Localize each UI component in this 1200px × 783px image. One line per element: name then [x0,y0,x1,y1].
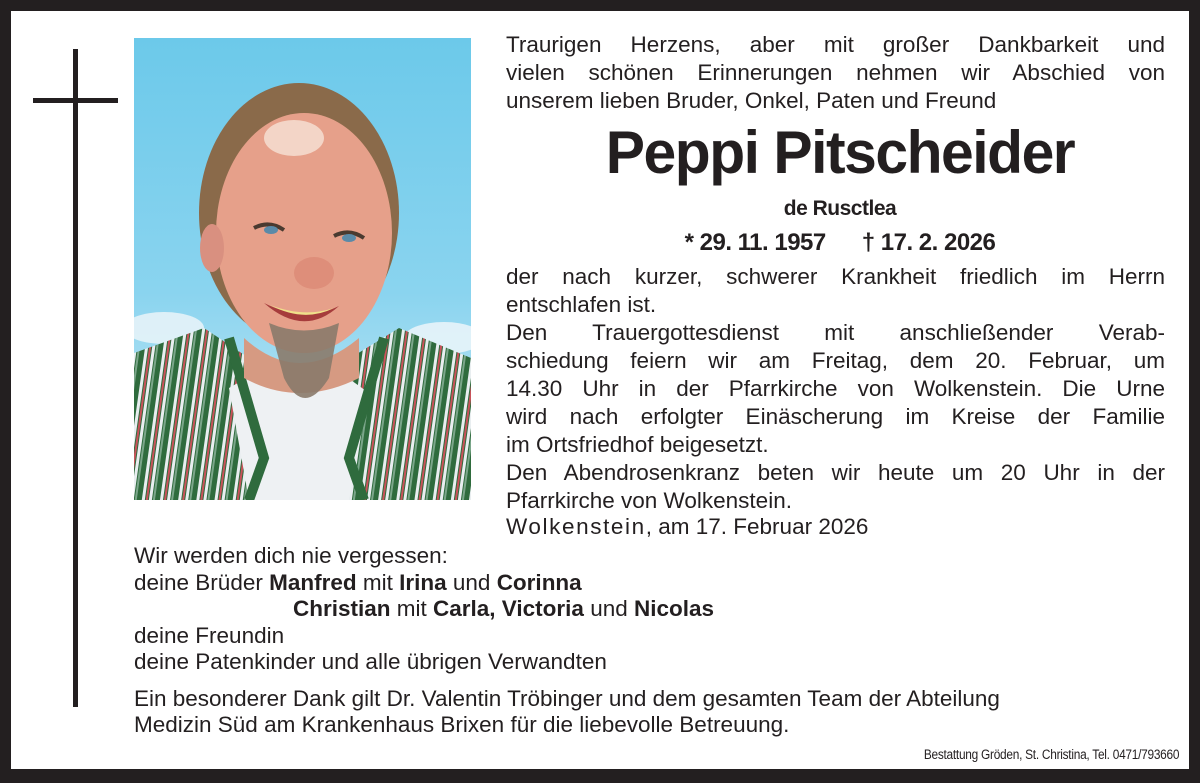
cross-icon-horizontal [33,98,118,103]
child-name: Nicolas [633,596,715,621]
house-name: de Rusctlea [783,197,897,220]
brothers-line-2 [134,596,834,623]
body-line: 14.30 Uhr in der Pfarrkirche von Wolkenstein. Die Urne [506,376,1165,401]
brothers-prefix: deine Brüder [134,569,270,595]
family-heading: Wir werden dich nie vergessen: [134,543,448,568]
funeral-details [506,263,1165,515]
portrait-image [134,38,471,500]
body-line: Den Trauergottesdienst mit anschließender Verab- [506,320,1165,345]
body-line: schiedung feiern wir am Freitag, dem 20. Februar, um [506,348,1165,373]
thanks-line: Ein besonderer Dank gilt Dr. Valentin Tröbinger und dem gesamten Team der Abteilung [134,686,1000,711]
place-name: Wolkenstein [506,514,646,539]
body-line: im Ortsfriedhof beigesetzt. [506,432,769,457]
portrait-photo [134,38,471,500]
birth-date: * 29. 11. 1957 [684,229,826,256]
girlfriend-line: deine Freundin [134,622,285,648]
undertaker-credit: Bestattung Gröden, St. Christina, Tel. 0471/793660 [923,747,1179,762]
intro-line: Traurigen Herzens, aber mit großer Dankbarkeit und [506,32,1165,57]
death-date: † 17. 2. 2026 [861,229,996,256]
connector: und [583,596,634,621]
thanks-text [134,686,1174,738]
body-line: wird nach erfolgter Einäscherung im Kreise der Familie [506,404,1165,429]
connector: mit [390,596,434,621]
brother-name: Christian [293,596,391,621]
thanks-line: Medizin Süd am Krankenhaus Brixen für die liebevolle Betreuung. [134,712,790,737]
life-dates [490,228,1190,258]
connector: mit [356,569,400,595]
body-line: Den Abendrosenkranz beten wir heute um 20 Uhr in der [506,460,1165,485]
intro-line: unserem lieben Bruder, Onkel, Paten und Freund [506,88,997,113]
deceased-name: Peppi Pitscheider [605,119,1075,186]
brother-name: Manfred [269,569,357,595]
body-line: der nach kurzer, schwerer Krankheit friedlich im Herrn [506,264,1165,289]
notice-date: , am 17. Februar 2026 [645,514,869,539]
partner-name: Irina [399,569,447,595]
brothers-line-1 [134,570,834,597]
family-names: Carla, Victoria [433,596,584,621]
connector: und [446,569,497,595]
body-line: Pfarrkirche von Wolkenstein. [506,488,792,513]
body-line: entschlafen ist. [506,292,657,317]
place-and-date [506,513,868,541]
godchildren-line: deine Patenkinder und alle übrigen Verwandten [134,649,607,674]
intro-line: vielen schönen Erinnerungen nehmen wir Abschied von [506,60,1165,85]
cross-icon-vertical [73,49,78,707]
intro-text [506,31,1165,115]
family-mourners [134,543,834,676]
child-name: Corinna [496,569,582,595]
